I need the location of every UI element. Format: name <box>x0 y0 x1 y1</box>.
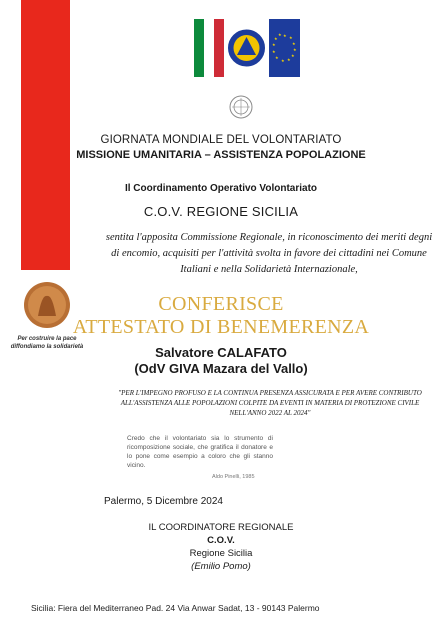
svg-text:★: ★ <box>292 41 296 46</box>
footer-address: Sicilia: Fiera del Mediterraneo Pad. 24 Via Anwar Sadat, 13 - 90143 Palermo <box>31 603 320 613</box>
date: Palermo, 5 Dicembre 2024 <box>104 496 223 507</box>
signature-org: C.O.V. <box>207 535 235 546</box>
header-line3: Il Coordinamento Operativo Volontariato <box>124 183 318 194</box>
svg-text:★: ★ <box>293 47 297 52</box>
svg-text:★: ★ <box>289 35 293 40</box>
svg-text:★: ★ <box>287 57 291 62</box>
svg-text:★: ★ <box>278 32 282 37</box>
svg-text:★: ★ <box>275 55 279 60</box>
body-text: sentita l'apposita Commissione Regionale, in riconoscimento dei meriti degni di encomio, acquisiti per l'attività svolta in favore dei cittadini nei Comune Italiani e nella Solidarietà Internazionale, <box>105 232 433 275</box>
header-line1: GIORNATA MONDIALE DEL VOLONTARIATO <box>100 134 342 146</box>
header-line4: C.O.V. REGIONE SICILIA <box>143 204 299 219</box>
svg-text:★: ★ <box>274 36 278 41</box>
signature-name: (Emilio Pomo) <box>191 561 251 572</box>
motivation-text: "PER L'IMPEGNO PROFUSO E LA CONTINUA PRESENZA ASSICURATA E PER AVERE CONTRIBUTO ALL'ASSISTENZA ALLE POPOLAZIONI COLPITE DA EVENTI IN MATERIA DI PROTEZIONE CIVILE NELL'ANNO 2022 AL 2024" <box>118 389 422 417</box>
svg-text:★: ★ <box>283 33 287 38</box>
italian-flag-icon <box>194 19 224 77</box>
quote-text: Credo che il volontariato sia lo strumento di ricomposizione sociale, che gratifica il donatore e lo pone come esempio a coloro che gli stanno vicino. <box>127 435 273 469</box>
svg-text:★: ★ <box>272 49 276 54</box>
svg-text:★: ★ <box>281 58 285 63</box>
signature-title: IL COORDINATORE REGIONALE <box>148 522 294 533</box>
medal-caption: Per costruire la pace diffondiamo la solidarietà <box>10 336 84 350</box>
quote-author: Aldo Pinelli, 1985 <box>212 474 255 480</box>
header-line2: MISSIONE UMANITARIA – ASSISTENZA POPOLAZIONE <box>76 149 366 161</box>
svg-text:★: ★ <box>291 53 295 58</box>
award-line1: CONFERISCE <box>158 293 284 315</box>
svg-text:★: ★ <box>272 42 276 47</box>
signature-region: Regione Sicilia <box>189 548 253 559</box>
protezione-civile-logo-icon <box>225 22 268 74</box>
recipient-org: (OdV GIVA Mazara del Vallo) <box>134 361 308 376</box>
recipient-name: Salvatore CALAFATO <box>155 345 287 360</box>
un-emblem-icon <box>228 94 254 120</box>
eu-flag-icon <box>269 19 300 77</box>
award-line2: ATTESTATO DI BENEMERENZA <box>72 316 370 338</box>
